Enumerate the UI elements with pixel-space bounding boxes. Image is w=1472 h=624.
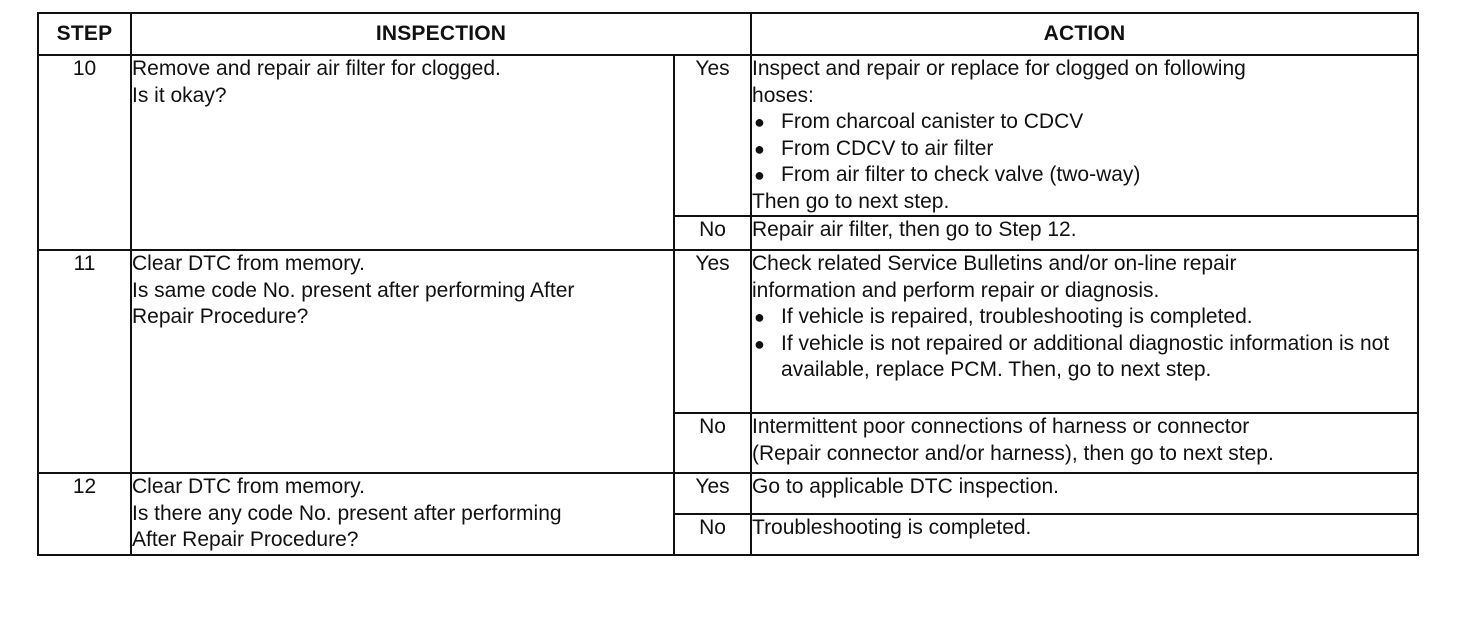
header-action: ACTION xyxy=(751,13,1418,55)
step-number: 12 xyxy=(38,473,131,555)
no-label: No xyxy=(674,216,751,250)
list-item: ● From CDCV to air filter xyxy=(752,136,1417,163)
bullet-list xyxy=(752,109,1417,189)
inspection-line: Is there any code No. present after performing xyxy=(132,501,562,525)
action-line: Inspect and repair or replace for clogged on following xyxy=(752,57,1246,80)
action-line: Then go to next step. xyxy=(752,189,950,213)
inspection-line: Remove and repair air filter for clogged. xyxy=(132,57,501,80)
yes-label: Yes xyxy=(674,55,751,216)
yes-label: Yes xyxy=(674,250,751,413)
bullet-icon: ● xyxy=(754,165,765,185)
action-line: Go to applicable DTC inspection. xyxy=(752,475,1060,498)
list-item: ● If vehicle is repaired, troubleshooting is completed. xyxy=(752,304,1417,331)
action-line: Check related Service Bulletins and/or on-line repair xyxy=(752,252,1237,275)
inspection-text xyxy=(131,55,674,250)
inspection-text xyxy=(131,473,674,555)
table-row xyxy=(38,250,1418,413)
yes-label: Yes xyxy=(674,473,751,514)
inspection-line: Repair Procedure? xyxy=(132,305,309,328)
action-no xyxy=(751,413,1418,473)
table-row xyxy=(38,473,1418,514)
bullet-icon: ● xyxy=(754,307,765,327)
bullet-icon: ● xyxy=(754,112,765,132)
inspection-line: Clear DTC from memory. xyxy=(132,252,365,275)
action-line: (Repair connector and/or harness), then go to next step. xyxy=(752,441,1274,465)
action-no xyxy=(751,216,1418,250)
header-step: STEP xyxy=(38,13,131,55)
inspection-line: After Repair Procedure? xyxy=(132,528,359,551)
bullet-icon: ● xyxy=(754,333,765,354)
action-line: hoses: xyxy=(752,83,814,107)
list-item: ● If vehicle is not repaired or additional diagnostic information is not available, replace PCM. Then, go to next step. xyxy=(754,331,1390,381)
inspection-line: Clear DTC from memory. xyxy=(132,475,365,498)
bullet-icon: ● xyxy=(754,138,765,159)
header-row xyxy=(38,13,1418,55)
action-line: information and perform repair or diagnosis. xyxy=(752,278,1160,302)
inspection-line: Is it okay? xyxy=(132,83,227,107)
list-item: ● From air filter to check valve (two-way) xyxy=(752,162,1417,189)
step-number: 11 xyxy=(38,250,131,473)
action-line: Troubleshooting is completed. xyxy=(752,515,1032,539)
bullet-list xyxy=(752,304,1417,384)
action-line: Repair air filter, then go to Step 12. xyxy=(752,218,1077,241)
inspection-text xyxy=(131,250,674,473)
list-item: ● From charcoal canister to CDCV xyxy=(752,109,1417,136)
header-inspection: INSPECTION xyxy=(131,13,751,55)
diagnostic-table xyxy=(37,12,1419,556)
no-label: No xyxy=(674,413,751,473)
action-line: Intermittent poor connections of harness or connector xyxy=(752,415,1250,438)
table-row xyxy=(38,55,1418,216)
action-yes xyxy=(751,473,1418,514)
action-no xyxy=(751,514,1418,555)
action-yes xyxy=(751,250,1418,413)
step-number: 10 xyxy=(38,55,131,250)
no-label: No xyxy=(674,514,751,555)
action-yes xyxy=(751,55,1418,216)
inspection-line: Is same code No. present after performing After xyxy=(132,278,575,302)
